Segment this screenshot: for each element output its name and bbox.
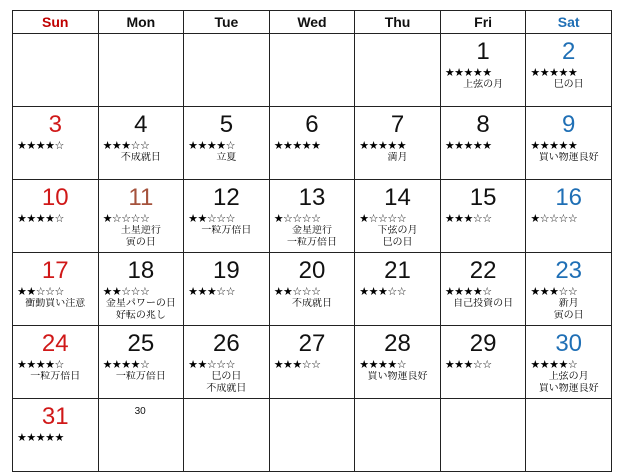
day-cell[interactable]: [440, 253, 526, 326]
day-note: 金星パワーの日: [105, 298, 176, 309]
day-cell[interactable]: [98, 107, 184, 180]
fortune-star-rating: ★★★★☆: [17, 358, 64, 371]
day-note: 自己投資の日: [453, 298, 514, 309]
empty-day-cell: [526, 399, 612, 472]
day-cell[interactable]: [98, 180, 184, 253]
day-note: 下弦の月: [377, 225, 418, 236]
fortune-star-rating: ★★★★★: [530, 139, 578, 152]
day-notes: [99, 371, 184, 383]
day-note: 買い物運良好: [367, 371, 428, 382]
day-number: 6: [305, 111, 319, 138]
calendar-body: [13, 34, 612, 472]
day-cell[interactable]: [526, 326, 612, 399]
weekday-header-wed: Wed: [269, 11, 355, 34]
week-row: [13, 253, 612, 326]
day-note: 上弦の月: [548, 371, 589, 382]
day-note: 巳の日: [553, 79, 584, 90]
day-cell[interactable]: [355, 253, 441, 326]
week-row: [13, 399, 612, 472]
weekday-header-fri: Fri: [440, 11, 526, 34]
day-cell[interactable]: [440, 34, 526, 107]
day-cell[interactable]: [98, 253, 184, 326]
day-cell[interactable]: [355, 326, 441, 399]
day-note: 買い物運良好: [538, 383, 599, 394]
day-number: 13: [298, 184, 326, 211]
day-cell[interactable]: [269, 253, 355, 326]
day-cell[interactable]: [13, 180, 99, 253]
day-note: 寅の日: [125, 237, 156, 248]
weekday-header-thu: Thu: [355, 11, 441, 34]
fortune-star-rating: ★★★★★: [17, 431, 64, 444]
day-number: 4: [134, 111, 148, 138]
fortune-star-rating: ★★★☆☆: [530, 285, 578, 298]
day-note: 金星逆行: [291, 225, 332, 236]
day-notes: [355, 152, 440, 164]
day-number: 10: [41, 184, 69, 211]
day-cell[interactable]: [355, 107, 441, 180]
day-notes: [184, 152, 269, 164]
day-number: 16: [555, 184, 583, 211]
day-number: 27: [298, 330, 326, 357]
day-number: 31: [41, 403, 69, 430]
weekday-header-sat: Sat: [526, 11, 612, 34]
day-notes: [99, 298, 184, 322]
day-notes: [526, 79, 611, 91]
day-note: 立夏: [216, 152, 237, 163]
fortune-star-rating: ★★★★☆: [359, 358, 407, 371]
fortune-star-rating: ★★★☆☆: [444, 358, 492, 371]
day-cell[interactable]: [526, 107, 612, 180]
day-number: 30: [555, 330, 583, 357]
day-note: 一粒万倍日: [115, 371, 166, 382]
day-cell[interactable]: [269, 107, 355, 180]
day-note: 不成就日: [120, 152, 161, 163]
day-number: 28: [384, 330, 411, 357]
fortune-star-rating: ★★☆☆☆: [188, 212, 235, 225]
day-notes: [184, 225, 269, 237]
day-number: 21: [384, 257, 411, 284]
week-row: [13, 34, 612, 107]
day-number: 25: [127, 330, 155, 357]
day-cell[interactable]: [98, 326, 184, 399]
day-notes: [441, 298, 526, 310]
fortune-star-rating: ★★☆☆☆: [17, 285, 64, 298]
day-cell[interactable]: [184, 326, 270, 399]
fortune-star-rating: ★★★★★: [273, 139, 321, 152]
day-note: 巳の日: [382, 237, 413, 248]
empty-day-cell: [184, 34, 270, 107]
empty-day-cell: [13, 34, 99, 107]
day-number: 12: [213, 184, 240, 211]
day-notes: [99, 152, 184, 164]
day-number: 3: [48, 111, 62, 138]
empty-day-cell: [355, 399, 441, 472]
fortune-star-rating: ★★★★☆: [188, 139, 235, 152]
day-cell[interactable]: [440, 180, 526, 253]
day-notes: [526, 371, 611, 395]
day-notes: [270, 298, 355, 310]
day-note: 好転の兆し: [115, 310, 166, 321]
day-number: 20: [298, 257, 326, 284]
day-notes: [526, 152, 611, 164]
day-notes: [184, 371, 269, 395]
day-number: 30: [134, 406, 146, 417]
day-number: 5: [219, 111, 234, 138]
fortune-star-rating: ★★★★★: [444, 66, 492, 79]
empty-day-cell: [269, 34, 355, 107]
day-notes: [99, 225, 184, 249]
fortune-star-rating: ★★★★★: [444, 139, 492, 152]
day-number: 17: [41, 257, 69, 284]
fortune-star-rating: ★★★☆☆: [359, 285, 407, 298]
fortune-star-rating: ★★★★☆: [530, 358, 578, 371]
day-number: 11: [128, 184, 154, 211]
fortune-star-rating: ★★★★★: [359, 139, 407, 152]
day-number: 15: [469, 184, 497, 211]
weekday-header-row: [13, 11, 612, 34]
fortune-star-rating: ★☆☆☆☆: [273, 212, 321, 225]
day-cell[interactable]: [184, 107, 270, 180]
calendar: [12, 10, 612, 462]
day-number: 18: [127, 257, 155, 284]
fortune-star-rating: ★★★☆☆: [188, 285, 235, 298]
day-notes: [441, 79, 526, 91]
day-cell[interactable]: [355, 180, 441, 253]
week-row: [13, 107, 612, 180]
week-row: [13, 180, 612, 253]
day-cell[interactable]: [269, 326, 355, 399]
day-note: 巳の日: [211, 371, 242, 382]
day-number: 1: [476, 38, 490, 65]
day-cell[interactable]: [526, 253, 612, 326]
day-notes: [13, 298, 98, 310]
day-number: 29: [469, 330, 497, 357]
day-cell[interactable]: [13, 399, 99, 472]
empty-day-cell: [98, 34, 184, 107]
fortune-star-rating: ★★☆☆☆: [273, 285, 321, 298]
day-number: 9: [562, 111, 576, 138]
week-row: [13, 326, 612, 399]
day-note: 一粒万倍日: [201, 225, 252, 236]
fortune-star-rating: ★★★☆☆: [273, 358, 321, 371]
day-cell[interactable]: [269, 180, 355, 253]
fortune-star-rating: ★★★★☆: [102, 358, 150, 371]
day-note: 不成就日: [291, 298, 332, 309]
weekday-header-sun: Sun: [13, 11, 99, 34]
empty-day-cell: [184, 399, 270, 472]
day-note: 不成就日: [206, 383, 247, 394]
day-note: 一粒万倍日: [30, 371, 81, 382]
day-number: 19: [213, 257, 240, 284]
day-cell[interactable]: [526, 180, 612, 253]
day-number: 8: [476, 111, 490, 138]
day-number: 23: [555, 257, 583, 284]
day-cell[interactable]: [184, 180, 270, 253]
day-notes: [13, 371, 98, 383]
empty-day-cell: [355, 34, 441, 107]
fortune-star-rating: ★☆☆☆☆: [530, 212, 578, 225]
fortune-star-rating: ★★★☆☆: [102, 139, 150, 152]
day-note: 一粒万倍日: [286, 237, 337, 248]
day-cell[interactable]: [440, 326, 526, 399]
day-number: 14: [384, 184, 411, 211]
weekday-header-tue: Tue: [184, 11, 270, 34]
fortune-star-rating: ★★★★☆: [444, 285, 492, 298]
calendar-grid: [12, 10, 612, 472]
day-number: 22: [469, 257, 497, 284]
day-note: 新月: [558, 298, 579, 309]
day-notes: [526, 298, 611, 322]
weekday-header-mon: Mon: [98, 11, 184, 34]
day-number: 26: [213, 330, 240, 357]
day-note: 土星逆行: [120, 225, 161, 236]
day-cell[interactable]: [440, 107, 526, 180]
empty-day-cell: [440, 399, 526, 472]
day-number: 24: [41, 330, 69, 357]
fortune-star-rating: ★★★★☆: [17, 212, 64, 225]
fortune-star-rating: ★★☆☆☆: [188, 358, 235, 371]
fortune-star-rating: ★★☆☆☆: [102, 285, 150, 298]
day-notes: [355, 225, 440, 249]
fortune-star-rating: ★★★★☆: [17, 139, 64, 152]
day-number: 2: [562, 38, 576, 65]
day-note: 寅の日: [553, 310, 584, 321]
day-cell[interactable]: [184, 253, 270, 326]
fortune-star-rating: ★☆☆☆☆: [102, 212, 150, 225]
day-note: 衝動買い注意: [25, 298, 86, 309]
fortune-star-rating: ★☆☆☆☆: [359, 212, 407, 225]
fortune-star-rating: ★★★☆☆: [444, 212, 492, 225]
day-notes: [355, 371, 440, 383]
empty-day-cell: [269, 399, 355, 472]
day-note: 上弦の月: [463, 79, 504, 90]
day-notes: [270, 225, 355, 249]
day-cell[interactable]: [13, 107, 99, 180]
day-cell[interactable]: [13, 326, 99, 399]
day-cell[interactable]: [13, 253, 99, 326]
day-note: 買い物運良好: [538, 152, 599, 163]
day-cell[interactable]: [526, 34, 612, 107]
day-cell[interactable]: [98, 399, 184, 472]
fortune-star-rating: ★★★★★: [530, 66, 578, 79]
day-number: 7: [390, 111, 405, 138]
day-note: 満月: [387, 152, 408, 163]
